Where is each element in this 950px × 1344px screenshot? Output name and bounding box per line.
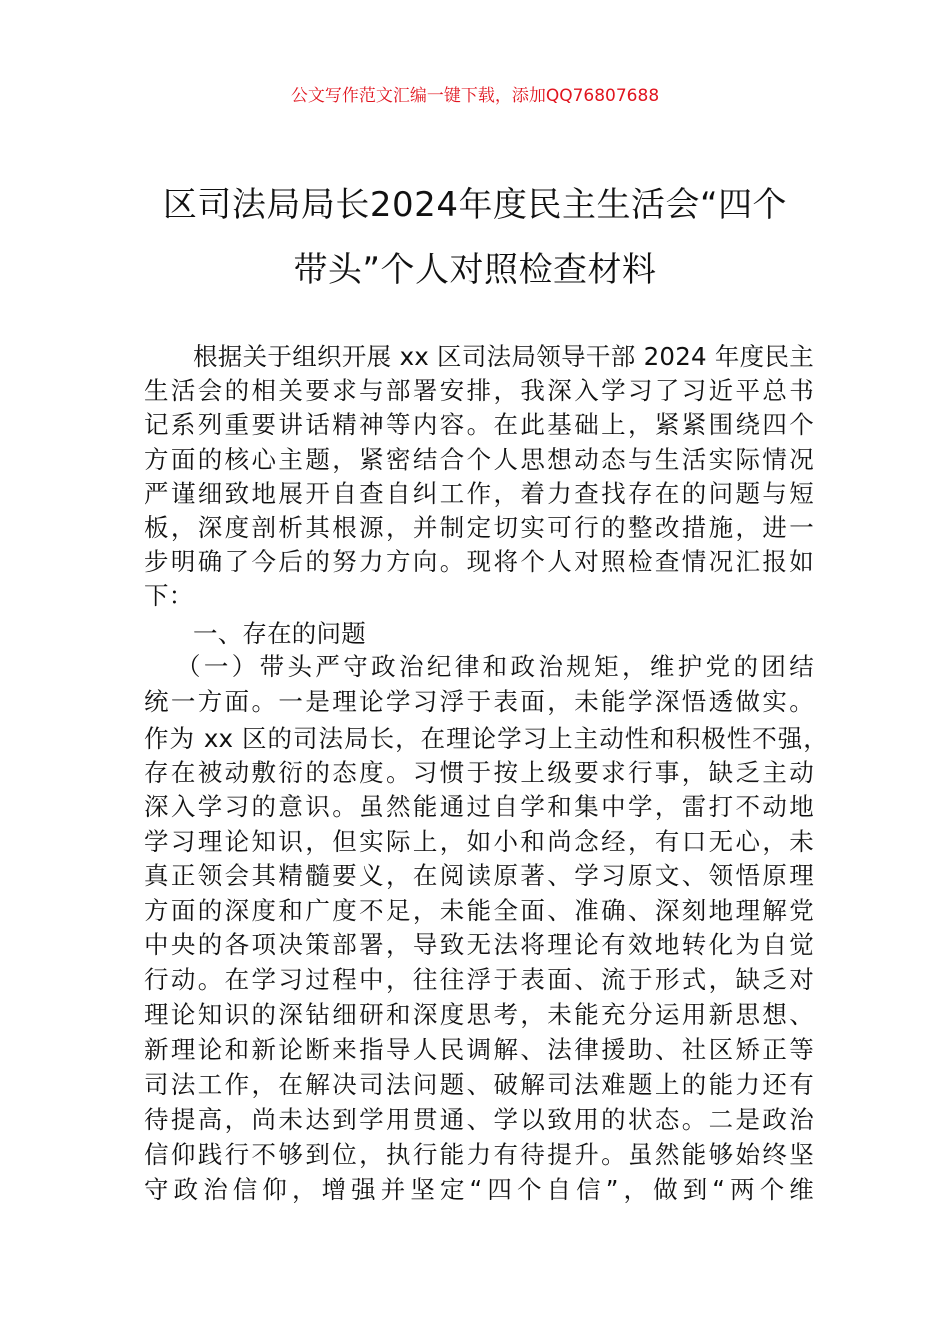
- paragraph-line: 严谨细致地展开自查自纠工作，着力查找存在的问题与短: [144, 479, 814, 508]
- section-heading: 一、存在的问题: [193, 619, 366, 648]
- paragraph-line: 方面的深度和广度不足，未能全面、准确、深刻地理解党: [144, 896, 814, 925]
- paragraph-line: 信仰践行不够到位，执行能力有待提升。虽然能够始终坚: [144, 1140, 814, 1169]
- paragraph-line: 存在被动敷衍的态度。习惯于按上级要求行事，缺乏主动: [144, 758, 814, 787]
- paragraph-line: 理论知识的深钻细研和深度思考，未能充分运用新思想、: [144, 1000, 814, 1029]
- paragraph-line: 记系列重要讲话精神等内容。在此基础上，紧紧围绕四个: [144, 410, 814, 439]
- paragraph-line: 统一方面。一是理论学习浮于表面，未能学深悟透做实。: [144, 687, 814, 716]
- paragraph-line: 行动。在学习过程中，往往浮于表面、流于形式，缺乏对: [144, 965, 814, 994]
- paragraph-line: 司法工作，在解决司法问题、破解司法难题上的能力还有: [144, 1070, 814, 1099]
- subsection-heading-line: （一）带头严守政治纪律和政治规矩，维护党的团结: [176, 652, 814, 681]
- paragraph-line: 根据关于组织开展 xx 区司法局领导干部 2024 年度民主: [193, 342, 814, 371]
- paragraph-line: 步明确了今后的努力方向。现将个人对照检查情况汇报如: [144, 547, 814, 576]
- paragraph-line: 中央的各项决策部署，导致无法将理论有效地转化为自觉: [144, 930, 814, 959]
- paragraph-line: 新理论和新论断来指导人民调解、法律援助、社区矫正等: [144, 1035, 814, 1064]
- paragraph-line: 学习理论知识，但实际上，如小和尚念经，有口无心，未: [144, 827, 814, 856]
- paragraph-line: 方面的核心主题，紧密结合个人思想动态与生活实际情况: [144, 445, 814, 474]
- document-title-line-1: 区司法局局长2024年度民主生活会“四个: [162, 185, 788, 225]
- promo-banner: 公文写作范文汇编一键下载，添加QQ76807688: [290, 86, 660, 106]
- paragraph-line: 板，深度剖析其根源，并制定切实可行的整改措施，进一: [144, 513, 814, 542]
- paragraph-line: 深入学习的意识。虽然能通过自学和集中学，雷打不动地: [144, 792, 814, 821]
- paragraph-line: 待提高，尚未达到学用贯通、学以致用的状态。二是政治: [144, 1105, 814, 1134]
- paragraph-line: 作为 xx 区的司法局长，在理论学习上主动性和积极性不强，: [144, 724, 828, 753]
- paragraph-line: 守政治信仰，增强并坚定“四个自信”，做到“两个维: [144, 1175, 814, 1204]
- paragraph-line: 生活会的相关要求与部署安排，我深入学习了习近平总书: [144, 376, 814, 405]
- paragraph-line: 真正领会其精髓要义，在阅读原著、学习原文、领悟原理: [144, 861, 814, 890]
- document-title-line-2: 带头”个人对照检查材料: [293, 250, 657, 290]
- paragraph-line: 下：: [144, 581, 194, 610]
